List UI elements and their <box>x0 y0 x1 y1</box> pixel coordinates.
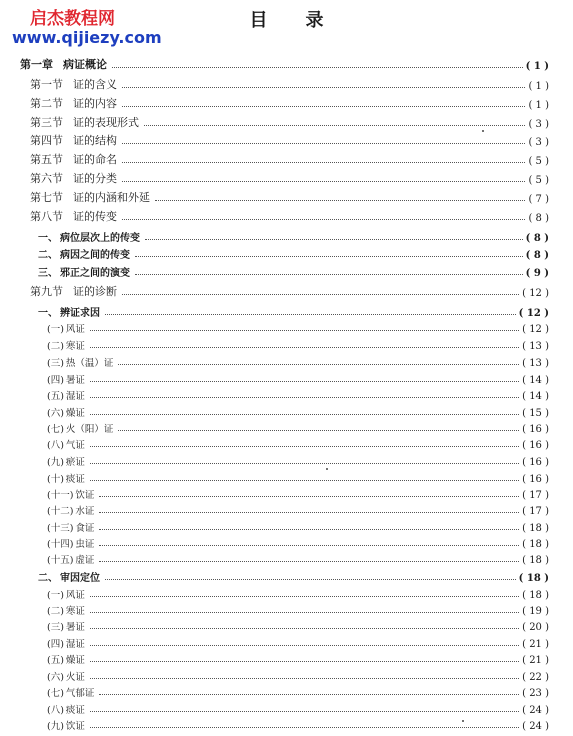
toc-entry-number: (二) <box>47 606 64 617</box>
toc-entry-page: ( 23 ) <box>522 688 549 699</box>
toc-entry[interactable] <box>47 452 549 468</box>
toc-entry[interactable] <box>38 228 549 244</box>
toc-entry-number: (七) <box>47 688 64 699</box>
toc-entry-page: ( 18 ) <box>522 590 549 601</box>
toc-entry-page: ( 12 ) <box>522 288 549 299</box>
toc-entry-page: ( 14 ) <box>522 375 549 386</box>
toc-entry-page: ( 8 ) <box>528 213 549 224</box>
toc-entry-label: 燥证 <box>65 408 85 419</box>
toc-entry-heading <box>47 619 85 633</box>
toc-entry-number: 第四节 <box>30 134 63 147</box>
toc-entry-label: 病证概论 <box>63 58 107 71</box>
toc-entry-page: ( 16 ) <box>522 474 549 485</box>
dot-leader <box>90 726 519 728</box>
toc-entry-heading <box>47 685 94 699</box>
toc-entry[interactable] <box>47 403 549 419</box>
dot-leader <box>118 363 519 365</box>
toc-entry[interactable] <box>47 601 549 617</box>
toc-entry-label: 证的内容 <box>73 97 117 110</box>
toc-entry-number: (十三) <box>47 523 74 534</box>
toc-entry[interactable] <box>30 151 549 167</box>
toc-entry-page: ( 5 ) <box>528 175 549 186</box>
toc-entry-heading <box>47 471 85 485</box>
dot-leader <box>99 495 519 497</box>
toc-entry-number: (九) <box>47 721 64 732</box>
toc-entry-label: 寒证 <box>65 606 85 617</box>
toc-entry-heading <box>47 536 94 550</box>
toc-entry[interactable] <box>47 683 549 699</box>
toc-entry-label: 饮证 <box>65 721 85 732</box>
dot-leader <box>99 511 519 513</box>
toc-entry-label: 证的命名 <box>73 153 117 166</box>
toc-entry-number: 二、 <box>38 250 58 261</box>
toc-entry-label: 痰证 <box>65 705 85 716</box>
dot-leader <box>122 105 525 107</box>
toc-entry-number: 第一节 <box>30 78 63 91</box>
toc-entry-number: (一) <box>47 324 64 335</box>
dot-leader <box>145 238 523 240</box>
toc-entry-number: 三、 <box>38 268 58 279</box>
dot-leader <box>90 462 519 464</box>
toc-entry-label: 证的分类 <box>73 172 117 185</box>
toc-entry-label: 火（阳）证 <box>65 424 114 435</box>
toc-entry-label: 证的结构 <box>73 134 117 147</box>
toc-entry-page: ( 16 ) <box>522 457 549 468</box>
toc-entry-page: ( 16 ) <box>522 440 549 451</box>
scan-speck <box>482 130 484 132</box>
toc-entry-number: (八) <box>47 705 64 716</box>
toc-entry-label: 饮证 <box>75 490 95 501</box>
toc-entry-label: 审因定位 <box>60 573 100 584</box>
toc-entry[interactable] <box>47 469 549 485</box>
toc-entry[interactable] <box>30 95 549 111</box>
toc-entry[interactable] <box>47 634 549 650</box>
toc-entry-number: 第九节 <box>30 285 63 298</box>
toc-entry-heading <box>47 669 85 683</box>
toc-entry-label: 瘀证 <box>65 457 85 468</box>
toc-entry-page: ( 8 ) <box>525 233 549 244</box>
toc-entry-heading <box>47 388 85 402</box>
toc-entry[interactable] <box>20 56 549 72</box>
dot-leader <box>90 677 519 679</box>
toc-entry[interactable] <box>47 353 549 369</box>
toc-entry-heading <box>47 372 85 386</box>
toc-entry-number: (十四) <box>47 539 74 550</box>
toc-entry-label: 燥证 <box>65 655 85 666</box>
dot-leader <box>112 66 523 68</box>
toc-entry-heading <box>30 151 117 167</box>
toc-entry-number: 第一章 <box>20 58 53 71</box>
toc-entry-heading <box>47 702 85 716</box>
scan-speck <box>326 468 328 470</box>
toc-entry-number: (一) <box>47 590 64 601</box>
toc-entry-label: 气郁证 <box>65 688 95 699</box>
toc-entry-number: (四) <box>47 375 64 386</box>
dot-leader <box>90 380 519 382</box>
toc-entry[interactable] <box>47 386 549 402</box>
toc-entry-label: 痰证 <box>65 474 85 485</box>
toc-entry-page: ( 1 ) <box>528 100 549 111</box>
dot-leader <box>90 644 519 646</box>
toc-entry-page: ( 18 ) <box>518 573 549 584</box>
toc-entry-page: ( 13 ) <box>522 341 549 352</box>
toc-entry-label: 病位层次上的传变 <box>60 233 140 244</box>
toc-entry-number: 第六节 <box>30 172 63 185</box>
toc-entry-heading <box>47 355 113 369</box>
toc-entry-page: ( 20 ) <box>522 622 549 633</box>
toc-entry-heading <box>47 552 94 566</box>
toc-entry[interactable] <box>38 245 549 261</box>
toc-entry-page: ( 21 ) <box>522 639 549 650</box>
dot-leader <box>90 346 519 348</box>
toc-entry-heading <box>38 229 140 244</box>
dot-leader <box>90 710 519 712</box>
toc-entry[interactable] <box>47 716 549 732</box>
toc-entry-number: 一、 <box>38 233 58 244</box>
toc-entry-page: ( 14 ) <box>522 391 549 402</box>
toc-entry-page: ( 3 ) <box>528 137 549 148</box>
toc-entry[interactable] <box>47 336 549 352</box>
toc-entry-heading <box>47 587 85 601</box>
toc-entry-number: (四) <box>47 639 64 650</box>
toc-entry-number: (十五) <box>47 555 74 566</box>
dot-leader <box>90 660 519 662</box>
toc-entry-page: ( 1 ) <box>525 61 549 72</box>
toc-entry-label: 风证 <box>65 324 85 335</box>
toc-entry-label: 证的内涵和外延 <box>73 191 150 204</box>
toc-entry-page: ( 7 ) <box>528 194 549 205</box>
toc-entry-label: 风证 <box>65 590 85 601</box>
toc-entry-page: ( 18 ) <box>522 539 549 550</box>
toc-entry-page: ( 19 ) <box>522 606 549 617</box>
toc-entry-heading <box>47 454 85 468</box>
watermark-url: www.qijiezy.com <box>12 28 162 47</box>
toc-entry-label: 虫证 <box>75 539 95 550</box>
toc-entry-number: (五) <box>47 655 64 666</box>
toc-entry[interactable] <box>47 617 549 633</box>
toc-entry[interactable] <box>30 114 549 130</box>
toc-entry-label: 湿证 <box>65 639 85 650</box>
dot-leader <box>99 560 519 562</box>
toc-entry[interactable] <box>47 534 549 550</box>
toc-entry-heading <box>30 208 117 224</box>
dot-leader <box>105 578 516 580</box>
scan-speck <box>462 720 464 722</box>
page-title: 目录 <box>249 10 362 31</box>
dot-leader <box>90 627 519 629</box>
toc-entry[interactable] <box>38 263 549 279</box>
toc-entry-number: (十一) <box>47 490 74 501</box>
dot-leader <box>90 445 519 447</box>
toc-entry[interactable] <box>47 435 549 451</box>
toc-entry-label: 热（温）证 <box>65 358 114 369</box>
toc-entry-label: 证的传变 <box>73 210 117 223</box>
toc-entry-page: ( 24 ) <box>522 705 549 716</box>
toc-entry-page: ( 5 ) <box>528 156 549 167</box>
toc-entry-label: 证的诊断 <box>73 285 117 298</box>
dot-leader <box>144 124 525 126</box>
dot-leader <box>99 544 519 546</box>
dot-leader <box>99 528 519 530</box>
toc-entry[interactable] <box>30 283 549 299</box>
toc-entry[interactable] <box>30 132 549 148</box>
dot-leader <box>90 413 519 415</box>
toc-entry-page: ( 21 ) <box>522 655 549 666</box>
watermark-site-name: 启杰教程网 <box>30 9 115 29</box>
toc-entry-heading <box>20 56 107 72</box>
toc-entry[interactable] <box>47 650 549 666</box>
toc-entry-number: (八) <box>47 440 64 451</box>
toc-entry[interactable] <box>47 370 549 386</box>
toc-entry-number: 一、 <box>38 308 58 319</box>
toc-entry-number: (五) <box>47 391 64 402</box>
dot-leader <box>135 273 523 275</box>
toc-entry-label: 暑证 <box>65 375 85 386</box>
toc-entry-label: 火证 <box>65 672 85 683</box>
toc-entry-heading <box>38 246 130 261</box>
toc-entry-label: 证的含义 <box>73 78 117 91</box>
toc-entry-page: ( 15 ) <box>522 408 549 419</box>
toc-entry-number: (十二) <box>47 506 74 517</box>
dot-leader <box>90 396 519 398</box>
toc-entry-heading <box>47 338 85 352</box>
toc-entry-page: ( 3 ) <box>528 119 549 130</box>
dot-leader <box>118 429 519 431</box>
toc-entry-heading <box>47 636 85 650</box>
toc-entry[interactable] <box>47 585 549 601</box>
toc-entry-number: 第三节 <box>30 116 63 129</box>
toc-entry-heading <box>38 569 100 584</box>
toc-entry-heading <box>30 95 117 111</box>
dot-leader <box>122 161 525 163</box>
toc-entry-number: 第七节 <box>30 191 63 204</box>
toc-entry-number: (六) <box>47 672 64 683</box>
toc-entry-heading <box>30 132 117 148</box>
toc-entry[interactable] <box>30 170 549 186</box>
toc-entry-label: 虚证 <box>75 555 95 566</box>
toc-entry-heading <box>30 76 117 92</box>
dot-leader <box>122 180 525 182</box>
toc-entry-heading <box>47 405 85 419</box>
toc-entry-page: ( 9 ) <box>525 268 549 279</box>
toc-entry-heading <box>47 421 113 435</box>
toc-entry-label: 水证 <box>75 506 95 517</box>
toc-entry-page: ( 12 ) <box>518 308 549 319</box>
dot-leader <box>155 199 525 201</box>
toc-entry-label: 暑证 <box>65 622 85 633</box>
toc-entry-heading <box>47 503 94 517</box>
dot-leader <box>99 693 519 695</box>
toc-entry-page: ( 17 ) <box>522 490 549 501</box>
toc-entry-number: (十) <box>47 474 64 485</box>
toc-entry-number: 二、 <box>38 573 58 584</box>
toc-entry[interactable] <box>30 189 549 205</box>
toc-entry-label: 食证 <box>75 523 95 534</box>
dot-leader <box>90 611 519 613</box>
toc-entry[interactable] <box>38 568 549 584</box>
toc-entry-label: 辨证求因 <box>60 308 100 319</box>
toc-entry[interactable] <box>47 485 549 501</box>
toc-entry-page: ( 17 ) <box>522 506 549 517</box>
toc-entry-label: 邪正之间的演变 <box>60 268 130 279</box>
toc-entry-number: (七) <box>47 424 64 435</box>
toc-entry[interactable] <box>47 550 549 566</box>
toc-entry-label: 寒证 <box>65 341 85 352</box>
toc-entry[interactable] <box>47 419 549 435</box>
toc-entry[interactable] <box>30 76 549 92</box>
toc-entry[interactable] <box>47 319 549 335</box>
toc-entry-heading <box>30 189 150 205</box>
toc-entry-label: 病因之间的传变 <box>60 250 130 261</box>
dot-leader <box>90 479 519 481</box>
toc-entry-number: 第五节 <box>30 153 63 166</box>
toc-entry-number: (二) <box>47 341 64 352</box>
toc-entry[interactable] <box>47 700 549 716</box>
toc-entry-number: 第八节 <box>30 210 63 223</box>
toc-entry-label: 证的表现形式 <box>73 116 139 129</box>
toc-entry-number: (三) <box>47 622 64 633</box>
dot-leader <box>90 329 519 331</box>
toc-entry-page: ( 22 ) <box>522 672 549 683</box>
toc-entry-page: ( 24 ) <box>522 721 549 732</box>
toc-entry-page: ( 13 ) <box>522 358 549 369</box>
dot-leader <box>90 595 519 597</box>
toc-entry-page: ( 1 ) <box>528 81 549 92</box>
dot-leader <box>105 313 516 315</box>
toc-entry-label: 湿证 <box>65 391 85 402</box>
toc-entry-heading <box>30 170 117 186</box>
toc-entry-heading <box>47 487 94 501</box>
dot-leader <box>122 142 525 144</box>
toc-entry[interactable] <box>30 208 549 224</box>
dot-leader <box>122 86 525 88</box>
toc-entry[interactable] <box>38 303 549 319</box>
toc-entry-heading <box>47 321 85 335</box>
toc-entry-number: (六) <box>47 408 64 419</box>
dot-leader <box>122 218 525 220</box>
toc-entry[interactable] <box>47 501 549 517</box>
toc-entry[interactable] <box>47 518 549 534</box>
toc-entry-label: 气证 <box>65 440 85 451</box>
toc-entry-heading <box>47 520 94 534</box>
toc-entry-number: 第二节 <box>30 97 63 110</box>
toc-entry-heading <box>47 603 85 617</box>
toc-entry-heading <box>47 652 85 666</box>
toc-entry-heading <box>38 264 130 279</box>
toc-entry-heading <box>47 718 85 732</box>
toc-entry[interactable] <box>47 667 549 683</box>
toc-entry-heading <box>30 283 117 299</box>
toc-entry-page: ( 8 ) <box>525 250 549 261</box>
dot-leader <box>135 255 523 257</box>
toc-entry-page: ( 16 ) <box>522 424 549 435</box>
toc-entry-page: ( 18 ) <box>522 523 549 534</box>
toc-entry-heading <box>38 304 100 319</box>
toc-entry-page: ( 18 ) <box>522 555 549 566</box>
toc-entry-heading <box>47 437 85 451</box>
toc-entry-number: (九) <box>47 457 64 468</box>
toc-entry-heading <box>30 114 139 130</box>
dot-leader <box>122 293 519 295</box>
toc-entry-number: (三) <box>47 358 64 369</box>
toc-entry-page: ( 12 ) <box>522 324 549 335</box>
